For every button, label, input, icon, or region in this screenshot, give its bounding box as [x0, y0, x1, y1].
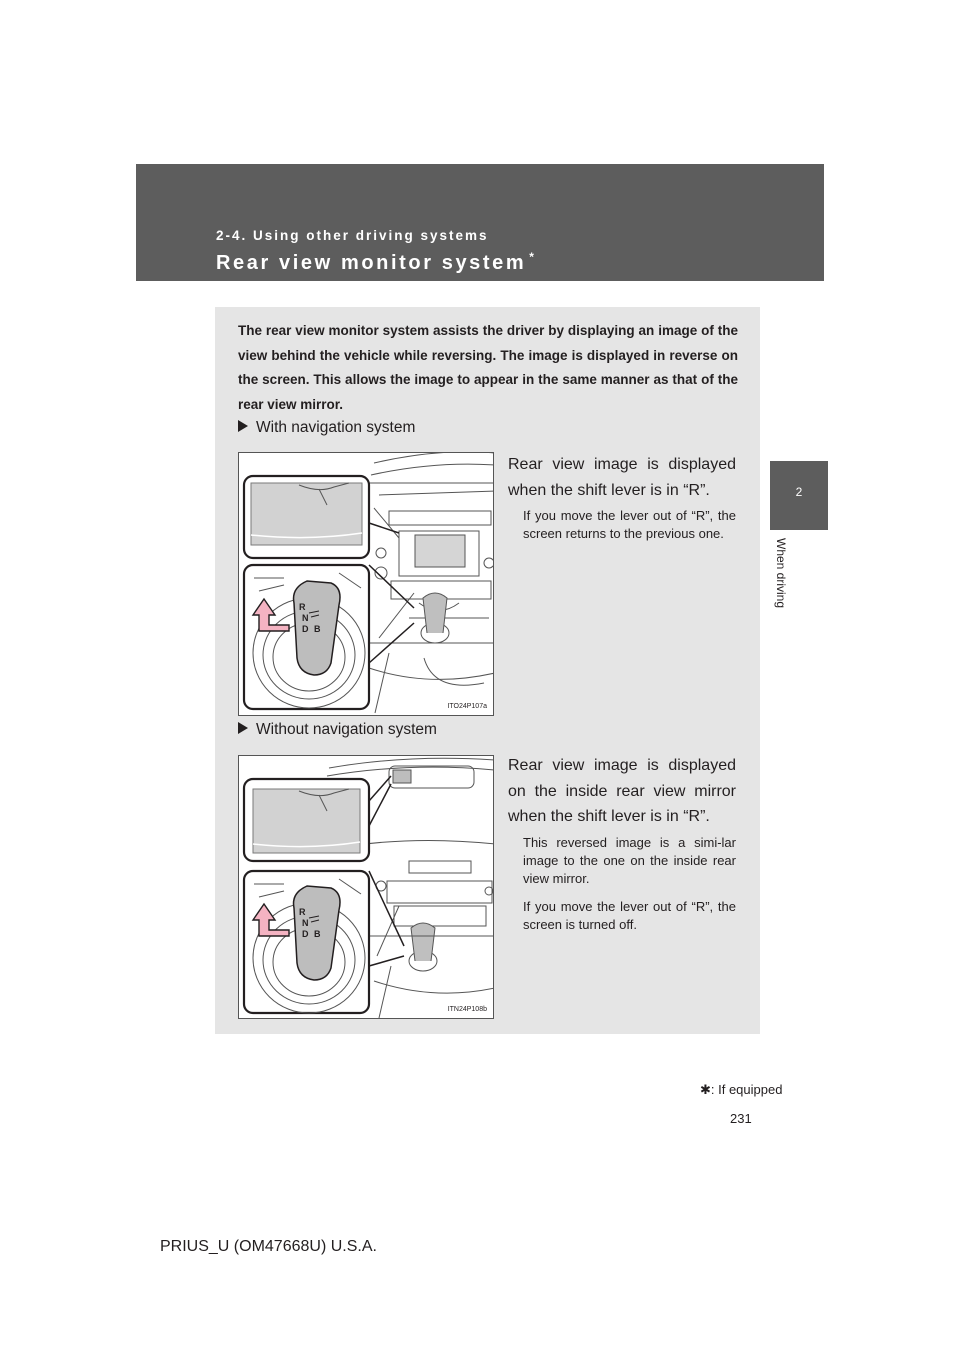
section-note: If you move the lever out of “R”, the screen returns to the previous one. — [523, 508, 736, 542]
bullet-triangle-icon — [238, 722, 248, 734]
bullet-triangle-icon — [238, 420, 248, 432]
section-heading-without-navigation — [238, 721, 437, 739]
section-heading-text: With navigation system — [256, 419, 416, 436]
dashboard-illustration — [239, 756, 494, 1019]
intro-paragraph: The rear view monitor system assists the driver by displaying an image of the view behind the vehicle while reversing. The image is displayed in reverse on the screen. This allows the image to appear in the same manner as that of the rear view mirror. — [238, 323, 738, 412]
page-number: 231 — [730, 1111, 752, 1126]
document-id: PRIUS_U (OM47668U) U.S.A. — [160, 1238, 377, 1255]
footnote: ✱: If equipped — [700, 1082, 783, 1097]
header-band — [136, 164, 824, 281]
page-title — [216, 252, 534, 275]
figure-without-navigation — [238, 755, 494, 1019]
chapter-label — [774, 538, 792, 628]
section-note: If you move the lever out of “R”, the screen is turned off. — [523, 899, 736, 933]
figure-with-navigation — [238, 452, 494, 716]
chapter-number: 2 — [795, 485, 803, 499]
section-label: 2-4. Using other driving systems — [216, 228, 489, 243]
shift-letter-n: N — [302, 918, 309, 928]
content-panel — [215, 307, 760, 1034]
section-note: This reversed image is a simi-lar image to the one on the inside rear view mirror. — [523, 835, 736, 887]
shift-letter-r: R — [299, 907, 306, 917]
if-equipped-mark: * — [529, 250, 534, 264]
shift-letter-b: B — [314, 929, 321, 939]
chapter-tab[interactable] — [770, 461, 828, 530]
shift-letter-n: N — [302, 613, 309, 623]
section-text: Rear view image is displayed on the inside rear view mirror when the shift lever is in “R”. — [508, 757, 736, 825]
section-heading-with-navigation — [238, 419, 415, 437]
section-text: Rear view image is displayed when the shift lever is in “R”. — [508, 456, 736, 499]
shift-letter-d: D — [302, 929, 309, 939]
chapter-label-text: When driving — [774, 538, 788, 609]
shift-letter-d: D — [302, 624, 309, 634]
shift-letter-r: R — [299, 602, 306, 612]
dashboard-illustration — [239, 453, 494, 716]
figure-code: ITN24P108b — [447, 1006, 487, 1013]
shift-letter-b: B — [314, 624, 321, 634]
page-title-text: Rear view monitor system — [216, 252, 527, 274]
figure-code: ITO24P107a — [447, 703, 487, 710]
section-heading-text: Without navigation system — [256, 721, 437, 738]
